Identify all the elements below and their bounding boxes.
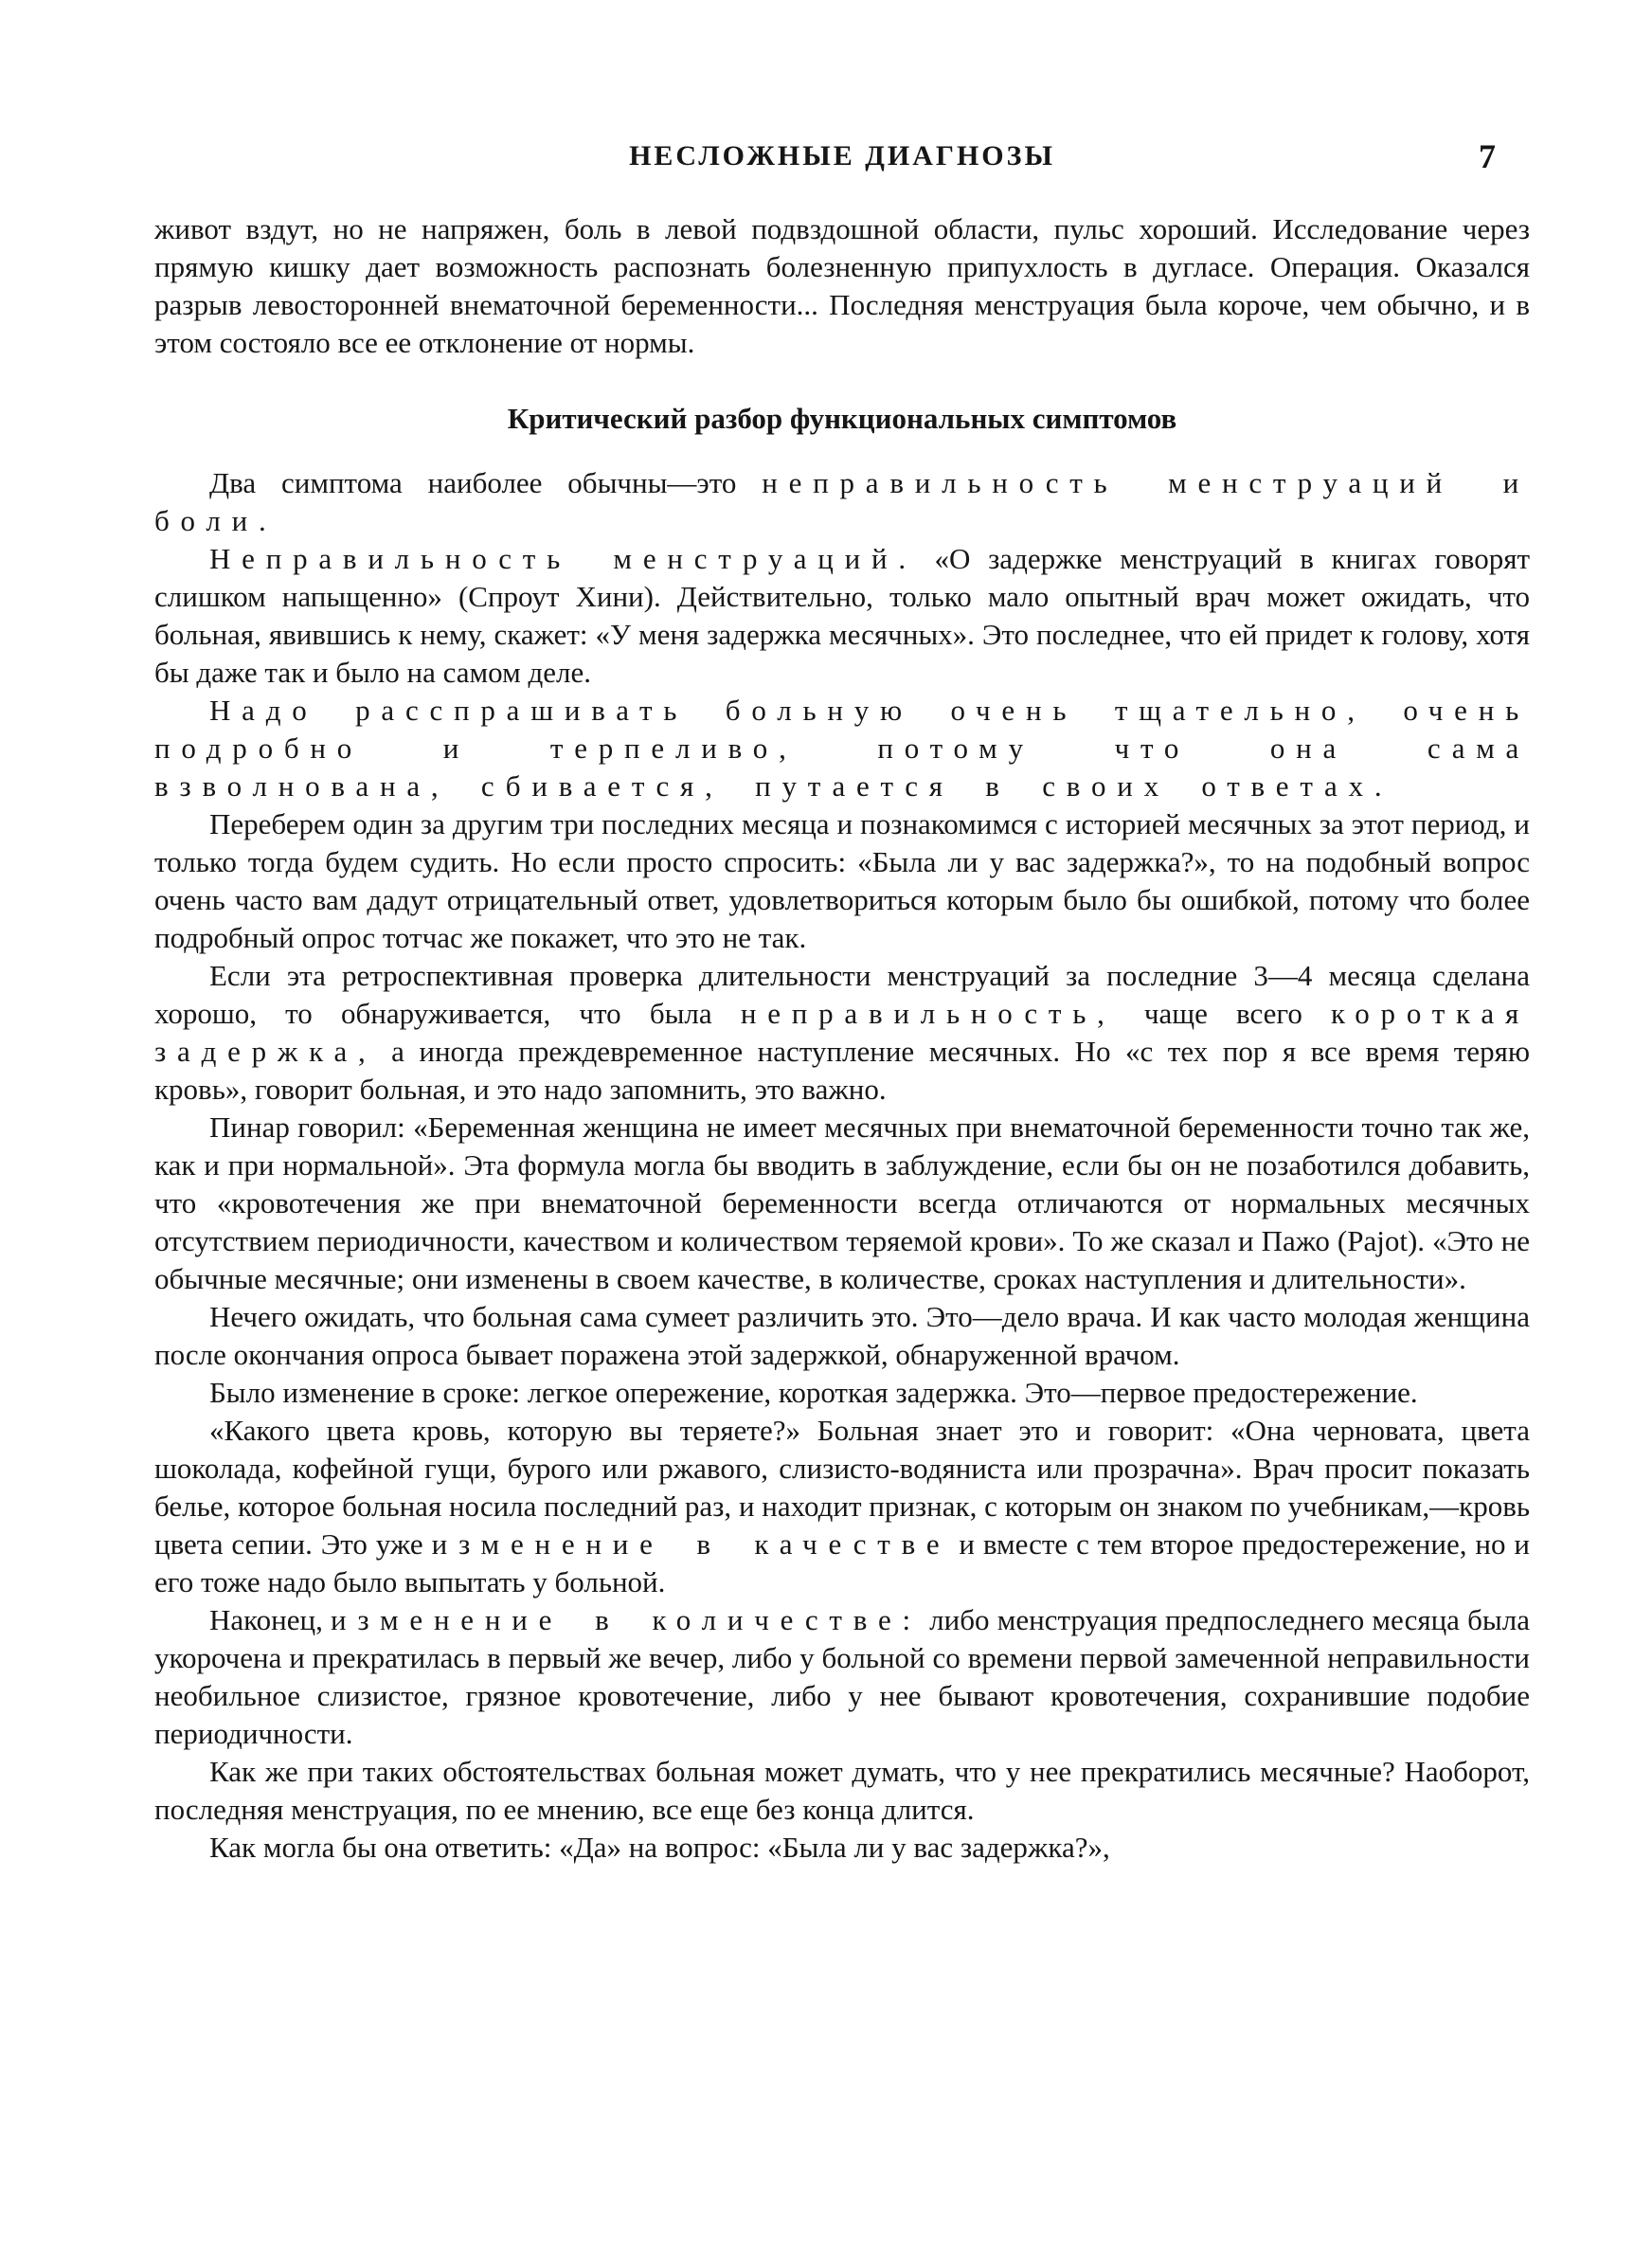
emphasized-spaced-text: изменение в количестве: [331,1603,922,1636]
text-run: Как могла бы она ответить: «Да» на вопрос: «Была ли у вас задержка?», [209,1831,1110,1864]
emphasized-spaced-text: неправильность менструаций и боли. [154,466,1530,537]
paragraph [154,692,1530,805]
emphasized-spaced-text: Надо расспрашивать больную очень тщательно, очень подробно и терпеливо, потому что она сама взволнована, сбивается, путается в своих ответах. [154,694,1530,803]
paragraph [154,464,1530,540]
running-head: НЕСЛОЖНЫЕ ДИАГНОЗЫ [629,140,1055,172]
page-number: 7 [1479,137,1496,175]
paragraph [154,1374,1530,1412]
text-run: Два симптома наиболее обычны—это [209,466,763,499]
text-run: Нечего ожидать, что больная сама сумеет различить это. Это—дело врача. И как часто молодая женщина после окончания опроса бывает поражена этой задержкой, обнаруженной врачом. [154,1300,1530,1371]
page-text [154,210,1530,1867]
text-run: Переберем один за другим три последних месяца и познакомимся с историей месячных за этот период, и только тогда будем судить. Но если просто спросить: «Была ли у вас задержка?», то на подобный вопрос очень часто вам дадут отрицательный ответ, удовлетвориться которым было бы ошибкой, потому что более подробный опрос тотчас же покажет, что это не так. [154,807,1530,954]
text-run: Как же при таких обстоятельствах больная может думать, что у нее прекратились месячные? Наоборот, последняя менструация, по ее мнению, все еще без конца длится. [154,1755,1530,1826]
paragraph [154,805,1530,957]
text-run: Пинар говорил: «Беременная женщина не имеет месячных при внематочной беременности точно так же, как и при нормальной». Эта формула могла бы вводить в заблуждение, если бы он не позаботился добавить, что «кровотечения же при внематочной беременности всегда отличаются от нормальных месячных отсутствием периодичности, качеством и количеством теряемой крови». То же сказал и Пажо (Pajot). «Это не обычные месячные; они изменены в своем качестве, в количестве, сроках наступления и длительности». [154,1110,1530,1295]
paragraph [154,957,1530,1109]
paragraph [154,1829,1530,1867]
text-run: Если эта ретроспективная проверка длительности менструаций за последние 3—4 месяца сделана хорошо, то обнаруживается, что была [154,959,1530,1030]
paragraph [154,210,1530,362]
paragraph [154,1298,1530,1374]
text-run: Было изменение в сроке: легкое опережение, короткая задержка. Это—первое предостережение. [209,1376,1418,1409]
section-heading: Критический разбор функциональных симптомов [507,402,1177,435]
text-run: «Какого цвета кровь, которую вы теряете?» Больная знает это и говорит: «Она черновата, цвета шоколада, кофейной гущи, бурого или ржавого, слизисто-водяниста или прозрачна». Врач просит показать белье, которое больная носила последний раз, и находит признак, с которым он знаком по учебникам,—кровь цвета сепии. Это уже [154,1414,1530,1561]
text-run: Наконец, [209,1603,332,1636]
text-run: живот вздут, но не напряжен, боль в левой подвздошной области, пульс хороший. Исследование через прямую кишку дает возможность распознать болезненную припухлость в дугласе. Операция. Оказался разрыв левосторонней внематочной беременности... Последняя менструация была короче, чем обычно, и в этом состояло все ее отклонение от нормы. [154,212,1530,359]
emphasized-spaced-text: неправильность, [740,997,1116,1030]
emphasized-spaced-text: короткая задержка, [154,997,1530,1068]
emphasized-spaced-text: Неправильность менструаций. [209,542,917,575]
paragraph [154,1109,1530,1298]
text-run: «О задержке менструаций в книгах говорят слишком напыщенно» (Спроут Хини). Действительно, только мало опытный врач может ожидать, что больная, явившись к нему, скажет: «У меня задержка месячных». Это последнее, что ей придет к голову, хотя бы даже так и было на самом деле. [154,542,1531,689]
paragraph [154,1601,1530,1753]
paragraph [154,540,1530,692]
text-run: и вместе с тем второе предостережение, но и его тоже надо было выпытать у больной. [154,1527,1531,1598]
page-header [154,137,1530,182]
paragraph [154,1412,1530,1601]
emphasized-spaced-text: изменение в качестве [431,1527,951,1561]
paragraph [154,1753,1530,1829]
text-run: чаще всего [1115,997,1332,1030]
text-run: либо менструация предпоследнего месяца была укорочена и прекратилась в первый же вечер, либо у больной со времени первой замеченной неправильности необильное слизистое, грязное кровотечение, либо у нее бывают кровотечения, сохранившие подобие периодичности. [154,1603,1530,1750]
text-run: а иногда преждевременное наступление месячных. Но «с тех пор я все время теряю кровь», говорит больная, и это надо запомнить, это важно. [154,1035,1530,1106]
